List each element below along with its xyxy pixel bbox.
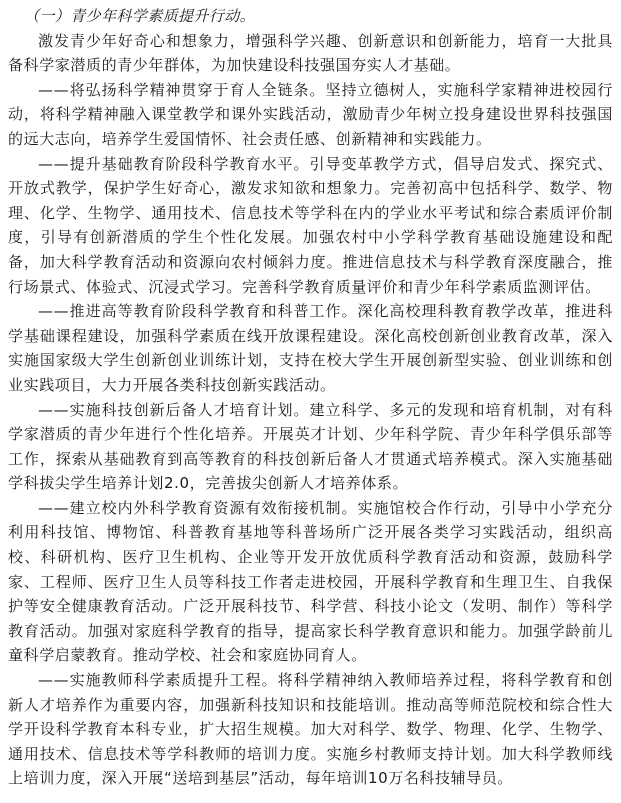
paragraph-scientific-spirit: ——将弘扬科学精神贯穿于育人全链条。坚持立德树人，实施科学家精神进校园行动，将科学精神融入课堂教学和课外实践活动，激励青少年树立投身建设世界科技强国的远大志向，培养学生爱国情怀、社会责任感、创新精神和实践能力。	[8, 80, 613, 148]
paragraph-higher-education: ——推进高等教育阶段科学教育和科普工作。深化高校理科教育教学改革，推进科学基础课程建设，加强科学素质在线开放课程建设。深化高校创新创业教育改革，深入实施国家级大学生创新创业训练计划，支持在校大学生开展创新型实验、创业训练和创业实践项目，大力开展各类科技创新实践活动。	[8, 302, 613, 394]
section-heading: （一）青少年科学素质提升行动。	[24, 7, 256, 25]
paragraph-resource-linkage: ——建立校内外科学教育资源有效衔接机制。实施馆校合作行动，引导中小学充分利用科技馆、博物馆、科普教育基地等科普场所广泛开展各类学习实践活动，组织高校、科研机构、医疗卫生机构、企业等开发开放优质科学教育活动和资源，鼓励科学家、工程师、医疗卫生人员等科技工作者走进校园，开展科学教育和生理卫生、自我保护等安全健康教育活动。广泛开展科技节、科学营、科技小论文（发明、制作）等科学教育活动。加强对家庭科学教育的指导，提高家长科学教育意识和能力。加强学龄前儿童科学启蒙教育。推动学校、社会和家庭协同育人。	[8, 498, 613, 665]
paragraph-basic-education: ——提升基础教育阶段科学教育水平。引导变革教学方式，倡导启发式、探究式、开放式教学，保护学生好奇心，激发求知欲和想象力。完善初高中包括科学、数学、物理、化学、生物学、通用技术、信息技术等学科在内的学业水平考试和综合素质评价制度，引导有创新潜质的学生个性化发展。加强农村中小学科学教育基础设施建设和配备，加大科学教育活动和资源向农村倾斜力度。推进信息技术与科学教育深度融合，推行场景式、体验式、沉浸式学习。完善科学教育质量评价和青少年科学素质监测评估。	[8, 154, 613, 296]
intro-paragraph: 激发青少年好奇心和想象力，增强科学兴趣、创新意识和创新能力，培育一大批具备科学家潜质的青少年群体，为加快建设科技强国夯实人才基础。	[8, 31, 613, 75]
paragraph-teacher-training: ——实施教师科学素质提升工程。将科学精神纳入教师培养过程，将科学教育和创新人才培养作为重要内容，加强新科技知识和技能培训。推动高等师范院校和综合性大学开设科学教育本科专业，扩大招生规模。加大对科学、数学、物理、化学、生物学、通用技术、信息技术等学科教师的培训力度。实施乡村教师支持计划。加大科学教师线上培训力度，深入开展“送培到基层”活动，每年培训10万名科技辅导员。	[8, 671, 613, 788]
paragraph-talent-program: ——实施科技创新后备人才培育计划。建立科学、多元的发现和培育机制，对有科学家潜质的青少年进行个性化培养。开展英才计划、少年科学院、青少年科学俱乐部等工作，探索从基础教育到高等教育的科技创新后备人才贯通式培养模式。深入实施基础学科拔尖学生培养计划2.0，完善拔尖创新人才培养体系。	[8, 400, 613, 493]
